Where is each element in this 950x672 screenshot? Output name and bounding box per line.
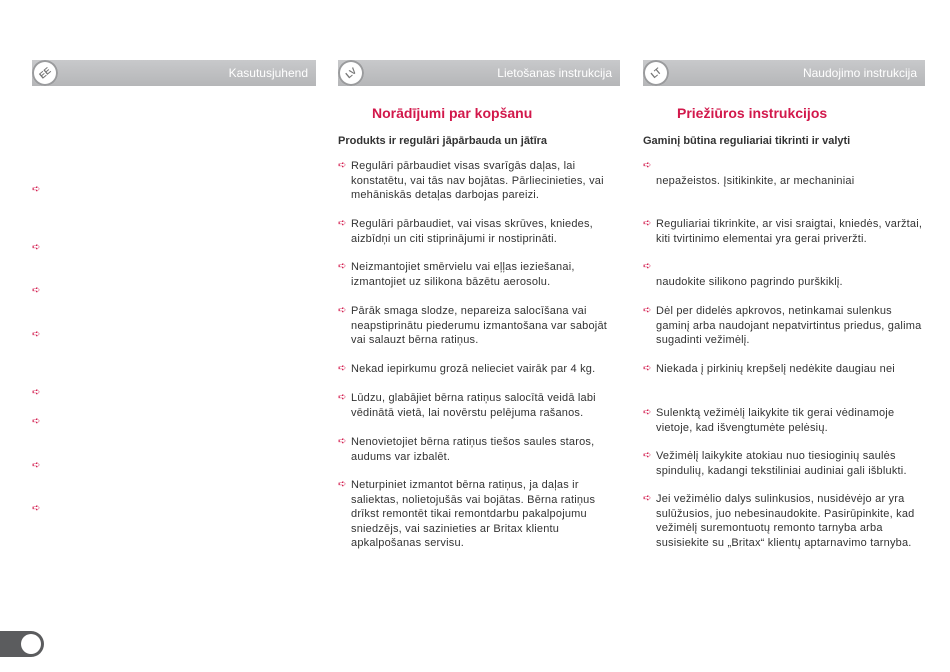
arrow-bullet-icon: ➪ [32,503,41,514]
arrow-bullet-icon: ➪ [32,184,41,195]
arrow-bullet-icon: ➪ [643,407,652,418]
section-subheading-lv: Produkts ir regulāri jāpārbauda un jātīra [338,135,548,147]
section-subheading-lt: Gaminį būtina reguliariai tikrinti ir valyti [643,135,851,147]
section-bar-ee [32,60,316,86]
bar-title-lv: Lietošanas instrukcija [497,66,612,80]
arrow-bullet-icon: ➪ [338,479,347,490]
list-item: ➪ Regulāri pārbaudiet visas svarīgās daļas, lai konstatētu, vai tās nav bojātas. Pārliecinieties, vai mehāniskās detaļas darbojas pareizi. [338,160,604,201]
page-tab-marker [0,631,44,657]
arrow-bullet-icon: ➪ [32,460,41,471]
list-item: ➪ Neizmantojiet smērvielu vai eļļas ieziešanai, izmantojiet uz silikona bāzētu aerosolu. [338,261,575,288]
column-ee [32,60,316,514]
arrow-bullet-icon: ➪ [643,218,652,229]
list-item: ➪ nepažeistos. Įsitikinkite, ar mechaniniai [643,160,855,187]
list-item: ➪ Neturpiniet izmantot bērna ratiņus, ja daļas ir saliektas, nolietojušās vai bojātas. Bērna ratiņus drīkst remontēt tikai remontdarbu pakalpojumu sniedzējs, vai sazinieties ar Britax klientu apkalpošanas servisu. [338,479,596,549]
arrow-bullet-icon: ➪ [32,387,41,398]
arrow-bullet-icon: ➪ [643,160,652,171]
list-item: ➪ Pārāk smaga slodze, nepareiza salocīšana vai neapstiprinātu piederumu izmantošana var sabojāt vai salauzt bērna ratiņus. [338,305,608,346]
arrow-bullet-icon: ➪ [338,218,347,229]
arrow-bullet-icon: ➪ [338,436,347,447]
column-lt [643,60,925,549]
arrow-bullet-icon: ➪ [338,261,347,272]
section-heading-lt: Priežiūros instrukcijos [677,105,828,121]
list-item: ➪ Regulāri pārbaudiet, vai visas skrūves, kniedes, aizbīdņi un citi stiprinājumi ir nostiprināti. [338,218,593,245]
section-bar-lt [643,60,925,86]
language-badge-lt [643,60,669,86]
list-item: ➪ Niekada į pirkinių krepšelį nedėkite daugiau nei [643,363,895,375]
arrow-bullet-icon: ➪ [32,242,41,253]
list-item: ➪ Reguliariai tikrinkite, ar visi sraigtai, kniedės, varžtai, kiti tvirtinimo elementai yra gerai priveržti. [643,218,923,245]
arrow-bullet-icon: ➪ [338,305,347,316]
arrow-bullet-icon: ➪ [643,261,652,272]
section-heading-lv: Norādījumi par kopšanu [372,105,533,121]
arrow-bullet-icon: ➪ [643,450,652,461]
bar-title-lt: Naudojimo instrukcija [802,66,917,80]
language-badge-ee [32,60,58,86]
list-item: ➪ Nenovietojiet bērna ratiņus tiešos saules staros, audums var izbalēt. [338,436,595,463]
arrow-bullet-icon: ➪ [32,285,41,296]
list-item: ➪ naudokite silikono pagrindo purškiklį. [643,261,843,288]
list-item: ➪ Vežimėlį laikykite atokiau nuo tiesioginių saulės spindulių, kadangi tekstiliniai audiniai gali išblukti. [643,450,907,477]
list-item: ➪ Nekad iepirkumu grozā nelieciet vairāk par 4 kg. [338,363,596,375]
list-item: ➪ Jei vežimėlio dalys sulinkusios, nusidėvėjo ar yra sulūžusios, juo nebesinaudokite. Pasirūpinkite, kad vežimėlį suremontuotų remonto tarnyba arba susisiekite su „Britax“ klientų aptarnavimo tarnyba. [643,493,915,549]
arrow-bullet-icon: ➪ [643,305,652,316]
arrow-bullet-icon: ➪ [32,329,41,340]
arrow-bullet-icon: ➪ [338,363,347,374]
language-code-ee: EE [37,65,53,81]
list-item: ➪ Dėl per didelės apkrovos, netinkamai sulenkus gaminį arba naudojant nepatvirtintus priedus, galima sugadinti vežimėlį. [643,305,922,346]
arrow-bullet-icon: ➪ [643,493,652,504]
language-code-lv: LV [343,65,359,81]
section-bar-lv [338,60,620,86]
arrow-bullet-icon: ➪ [338,392,347,403]
bar-title-ee: Kasutusjuhend [228,66,308,80]
column-lv [338,60,620,549]
arrow-bullet-icon: ➪ [338,160,347,171]
language-code-lt: LT [648,65,664,81]
list-item: ➪ Lūdzu, glabājiet bērna ratiņus salocītā veidā labi vēdinātā vietā, lai novērstu pelējuma rašanos. [338,392,596,419]
list-item: ➪ Sulenktą vežimėlį laikykite tik gerai vėdinamoje vietoje, kad išvengtumėte pelėsių. [643,407,895,434]
arrow-bullet-icon: ➪ [32,416,41,427]
page-marker-circle-icon [21,634,41,654]
arrow-bullet-icon: ➪ [643,363,652,374]
language-badge-lv [338,60,364,86]
